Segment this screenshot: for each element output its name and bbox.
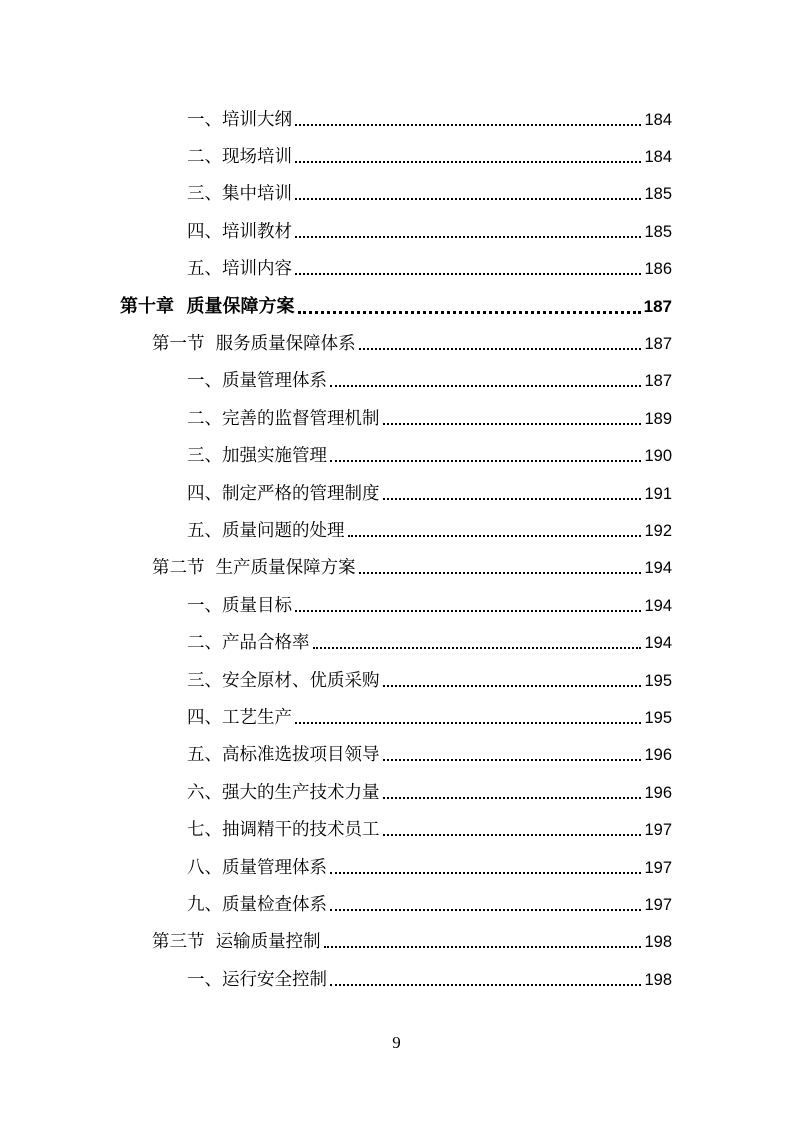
- toc-entry-page: 197: [644, 821, 672, 840]
- toc-entry-page: 196: [644, 783, 672, 802]
- dot-leader: [330, 984, 641, 986]
- dot-leader: [295, 236, 641, 238]
- toc-entry-line: [187, 744, 672, 766]
- toc-entry-label: 一、质量目标: [187, 595, 292, 616]
- toc-entry-line: [187, 707, 672, 729]
- toc-entry-label: 五、高标准选拔项目领导: [187, 745, 380, 766]
- toc-entry-line: [187, 894, 672, 916]
- toc-entry-line: [187, 969, 672, 991]
- toc-entry-line: [187, 819, 672, 841]
- toc-item-entry[interactable]: [0, 400, 793, 437]
- toc-entry-line: [187, 595, 672, 617]
- toc-entry-label: 三、安全原材、优质采购: [187, 670, 380, 691]
- toc-item-entry[interactable]: [0, 737, 793, 774]
- toc-entry-line: [152, 931, 672, 953]
- toc-entry-label: 三、加强实施管理: [187, 446, 327, 467]
- toc-entry-label: 八、质量管理体系: [187, 857, 327, 878]
- toc-entry-label: 九、质量检查体系: [187, 894, 327, 915]
- dot-leader: [330, 872, 641, 874]
- toc-entry-line: [187, 408, 672, 430]
- toc-entry-label: 六、强大的生产技术力量: [187, 782, 380, 803]
- toc-entry-page: 187: [644, 335, 672, 354]
- toc-item-entry[interactable]: [0, 438, 793, 475]
- toc-entry-label: 第十章 质量保障方案: [120, 295, 295, 317]
- toc-item-entry[interactable]: [0, 886, 793, 923]
- toc-entry-label: 一、运行安全控制: [187, 969, 327, 990]
- toc-item-entry[interactable]: [0, 849, 793, 886]
- toc-entry-page: 186: [644, 260, 672, 279]
- toc-item-entry[interactable]: [0, 512, 793, 549]
- toc-entry-label: 二、现场培训: [187, 147, 292, 168]
- table-of-contents: [0, 101, 793, 998]
- dot-leader: [324, 946, 642, 948]
- toc-entry-page: 197: [644, 895, 672, 914]
- toc-entry-page: 194: [644, 596, 672, 615]
- toc-entry-page: 191: [644, 484, 672, 503]
- toc-entry-page: 192: [644, 521, 672, 540]
- dot-leader: [330, 460, 641, 462]
- toc-entry-label: 七、抽调精干的技术员工: [187, 820, 380, 841]
- toc-entry-page: 194: [644, 634, 672, 653]
- dot-leader: [330, 385, 641, 387]
- toc-entry-label: 第一节 服务质量保障体系: [152, 334, 356, 355]
- dot-leader: [383, 759, 642, 761]
- toc-entry-line: [187, 370, 672, 392]
- toc-section-entry[interactable]: [0, 550, 793, 587]
- toc-entry-label: 五、培训内容: [187, 259, 292, 280]
- dot-leader: [313, 647, 642, 649]
- toc-item-entry[interactable]: [0, 774, 793, 811]
- toc-entry-line: [187, 857, 672, 879]
- toc-entry-line: [187, 483, 672, 505]
- dot-leader: [383, 797, 642, 799]
- toc-entry-label: 二、产品合格率: [187, 633, 310, 654]
- dot-leader: [383, 498, 642, 500]
- toc-entry-line: [120, 296, 672, 318]
- toc-entry-page: 187: [644, 372, 672, 391]
- toc-entry-page: 190: [644, 447, 672, 466]
- toc-entry-page: 196: [644, 746, 672, 765]
- toc-item-entry[interactable]: [0, 699, 793, 736]
- toc-chapter-entry[interactable]: [0, 288, 793, 325]
- toc-entry-label: 一、培训大纲: [187, 109, 292, 130]
- dot-leader: [295, 161, 641, 163]
- toc-entry-label: 五、质量问题的处理: [187, 520, 345, 541]
- toc-entry-page: 184: [644, 148, 672, 167]
- toc-entry-page: 195: [644, 671, 672, 690]
- toc-entry-line: [152, 333, 672, 355]
- dot-leader: [383, 685, 642, 687]
- dot-leader: [383, 423, 642, 425]
- toc-item-entry[interactable]: [0, 587, 793, 624]
- toc-entry-line: [187, 670, 672, 692]
- toc-entry-line: [187, 146, 672, 168]
- toc-section-entry[interactable]: [0, 924, 793, 961]
- toc-entry-label: 第二节 生产质量保障方案: [152, 558, 356, 579]
- toc-entry-label: 一、质量管理体系: [187, 371, 327, 392]
- toc-entry-label: 四、制定严格的管理制度: [187, 483, 380, 504]
- toc-section-entry[interactable]: [0, 325, 793, 362]
- dot-leader: [295, 198, 641, 200]
- toc-item-entry[interactable]: [0, 961, 793, 998]
- toc-entry-page: 187: [643, 296, 672, 316]
- dot-leader: [383, 834, 642, 836]
- toc-entry-page: 184: [644, 110, 672, 129]
- toc-entry-label: 二、完善的监督管理机制: [187, 408, 380, 429]
- toc-entry-line: [187, 632, 672, 654]
- toc-entry-line: [152, 557, 672, 579]
- toc-item-entry[interactable]: [0, 176, 793, 213]
- dot-leader: [359, 348, 642, 350]
- toc-item-entry[interactable]: [0, 213, 793, 250]
- toc-entry-label: 四、工艺生产: [187, 707, 292, 728]
- toc-item-entry[interactable]: [0, 811, 793, 848]
- toc-entry-page: 198: [644, 933, 672, 952]
- toc-entry-line: [187, 221, 672, 243]
- dot-leader: [295, 273, 641, 275]
- page-number: 9: [392, 1033, 401, 1052]
- toc-item-entry[interactable]: [0, 363, 793, 400]
- dot-leader: [295, 722, 641, 724]
- toc-item-entry[interactable]: [0, 251, 793, 288]
- dot-leader: [298, 311, 641, 314]
- toc-entry-page: 197: [644, 858, 672, 877]
- toc-entry-label: 第三节 运输质量控制: [152, 932, 321, 953]
- toc-entry-label: 三、集中培训: [187, 184, 292, 205]
- toc-item-entry[interactable]: [0, 138, 793, 175]
- toc-entry-line: [187, 109, 672, 131]
- toc-entry-page: 195: [644, 708, 672, 727]
- toc-entry-line: [187, 782, 672, 804]
- dot-leader: [359, 572, 642, 574]
- toc-entry-label: 四、培训教材: [187, 221, 292, 242]
- toc-entry-page: 189: [644, 409, 672, 428]
- toc-entry-page: 198: [644, 970, 672, 989]
- dot-leader: [295, 610, 641, 612]
- toc-item-entry[interactable]: [0, 101, 793, 138]
- toc-entry-line: [187, 183, 672, 205]
- toc-entry-page: 185: [644, 222, 672, 241]
- toc-entry-page: 185: [644, 185, 672, 204]
- dot-leader: [330, 909, 641, 911]
- toc-item-entry[interactable]: [0, 475, 793, 512]
- toc-item-entry[interactable]: [0, 662, 793, 699]
- toc-entry-line: [187, 258, 672, 280]
- toc-entry-line: [187, 445, 672, 467]
- dot-leader: [295, 124, 641, 126]
- toc-item-entry[interactable]: [0, 624, 793, 661]
- toc-entry-line: [187, 520, 672, 542]
- dot-leader: [348, 535, 642, 537]
- toc-entry-page: 194: [644, 559, 672, 578]
